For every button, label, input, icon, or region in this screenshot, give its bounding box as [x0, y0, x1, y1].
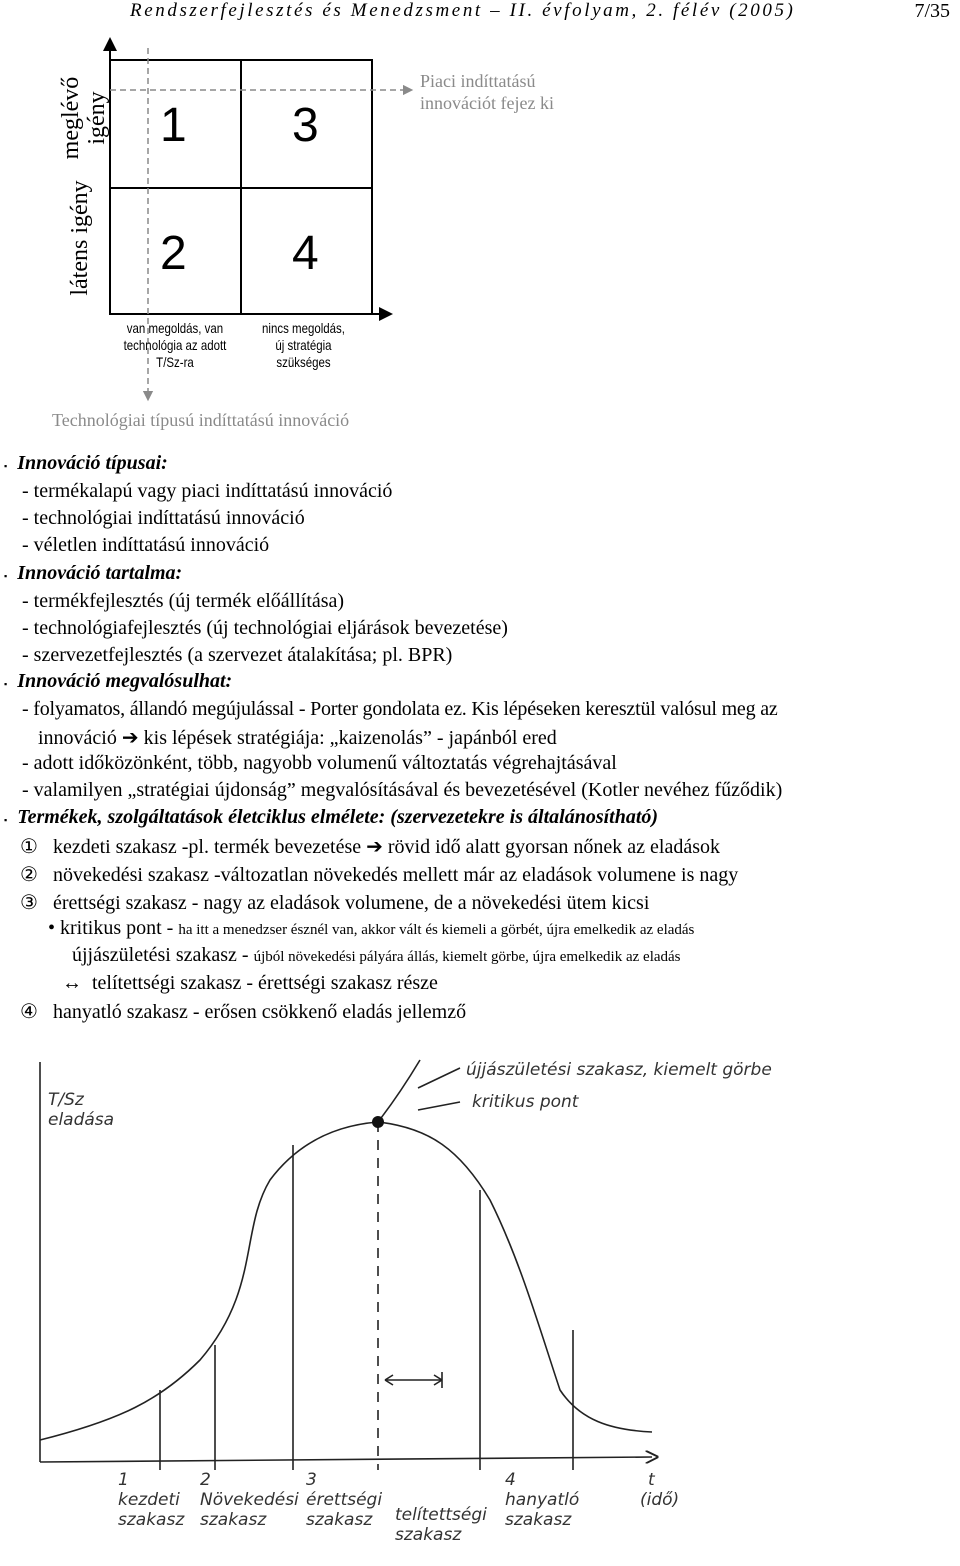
stage-3: ③ érettségi szakasz - nagy az eladások volumene, de a növekedési ütem kicsi [20, 892, 650, 914]
line: innováció ➔ kis lépések stratégiája: „kaizenolás” - japánból ered [38, 727, 557, 749]
line: - véletlen indíttatású innováció [22, 534, 270, 556]
line: - valamilyen „stratégiai újdonság” megvalósításával és bevezetésével (Kotler nevéhez fűződik) [22, 779, 783, 801]
section-heading: Termékek, szolgáltatások életciklus elmélete: (szervezetekre is általánosítható) [17, 806, 659, 828]
line: - termékfejlesztés (új termék előállítása) [22, 590, 345, 612]
line: - adott időközönként, több, nagyobb volumenű változtatás végrehajtásával [22, 752, 617, 774]
page-header: Rendszerfejlesztés és Menedzsment – II. évfolyam, 2. félév (2005) [130, 0, 796, 21]
critical-point: • kritikus pont - ha itt a menedzser észnél van, akkor vált és kiemeli a görbét, újra emelkedik az eladás [48, 917, 695, 939]
bullet-icon: ▪ [4, 815, 8, 825]
bullet-icon: ▪ [4, 461, 8, 471]
sketch-time-sub: (idő) [640, 1490, 680, 1510]
line: - folyamatos, állandó megújulással - Porter gondolata ez. Kis lépéseken keresztül valósul meg az [22, 698, 778, 720]
bullet-icon: ▪ [4, 679, 8, 689]
saturation-stage: ↔ telítettségi szakasz - érettségi szakasz része [62, 972, 438, 994]
sketch-stage-2-label: 2 Növekedési szakasz [200, 1470, 299, 1530]
sketch-t-label: t [648, 1470, 655, 1490]
rebirth-curve [378, 1060, 420, 1122]
sketch-stage-4-label: 4 hanyatló szakasz [505, 1470, 580, 1530]
x-label-has-solution: van megoldás, van technológia az adott T/Sz-ra [123, 320, 227, 370]
right-arrow-icon: ➔ [366, 836, 383, 858]
x-label-no-solution: nincs megoldás, új stratégia szükséges [262, 320, 345, 370]
sales-curve [40, 1122, 652, 1440]
time-axis [40, 1457, 652, 1462]
circled-3-icon: ③ [20, 892, 38, 914]
sketch-rebirth-annotation: újjászületési szakasz, kiemelt görbe [466, 1060, 772, 1080]
y-label-existing-need: meglévő igény [58, 76, 110, 160]
matrix-cell-2: 2 [160, 227, 187, 280]
matrix-cell-3: 3 [292, 99, 319, 152]
matrix-cell-1: 1 [160, 99, 187, 152]
double-arrow-icon: ↔ [62, 972, 82, 994]
sketch-saturation-label: telítettségi szakasz [395, 1505, 487, 1545]
critical-point-marker [372, 1116, 384, 1128]
line: - szervezetfejlesztés (a szervezet átalakítása; pl. BPR) [22, 644, 453, 666]
stage-4: ④ hanyatló szakasz - erősen csökkenő eladás jellemző [20, 1001, 467, 1023]
sketch-stage-1-label: 1 kezdeti szakasz [118, 1470, 185, 1530]
circled-4-icon: ④ [20, 1001, 38, 1023]
rebirth-stage: újjászületési szakasz - újból növekedési pályára állás, kiemelt görbe, újra emelkedik az eladás [72, 944, 681, 966]
line: - termékalapú vagy piaci indíttatású innováció [22, 480, 393, 502]
bullet-icon: ▪ [4, 571, 8, 581]
tech-innovation-note: Technológiai típusú indíttatású innováció [52, 410, 350, 430]
sketch-critical-annotation: kritikus pont [472, 1092, 579, 1112]
y-label-latent-need: látens igény [67, 180, 93, 296]
page-number: 7/35 [914, 0, 950, 22]
stage-1: ① kezdeti szakasz -pl. termék bevezetése ➔ rövid idő alatt gyorsan nőnek az eladások [20, 836, 720, 858]
sketch-stage-3-label: 3 érettségi szakasz [306, 1470, 383, 1530]
line: - technológiafejlesztés (új technológiai eljárások bevezetése) [22, 617, 508, 639]
section-heading: Innováció típusai: [17, 452, 168, 474]
sketch-y-label: T/Sz eladása [48, 1090, 115, 1130]
bullet-dot-icon: • [48, 917, 56, 939]
market-innovation-note: Piaci indíttatású innovációt fejez ki [420, 71, 554, 113]
matrix-cell-4: 4 [292, 227, 319, 280]
line: - technológiai indíttatású innováció [22, 507, 305, 529]
circled-1-icon: ① [20, 836, 38, 858]
circled-2-icon: ② [20, 864, 38, 886]
stage-2: ② növekedési szakasz -változatlan növekedés mellett már az eladások volumene is nagy [20, 864, 739, 886]
right-arrow-icon: ➔ [121, 727, 139, 749]
section-heading: Innováció tartalma: [17, 562, 183, 584]
section-heading: Innováció megvalósulhat: [17, 670, 233, 692]
